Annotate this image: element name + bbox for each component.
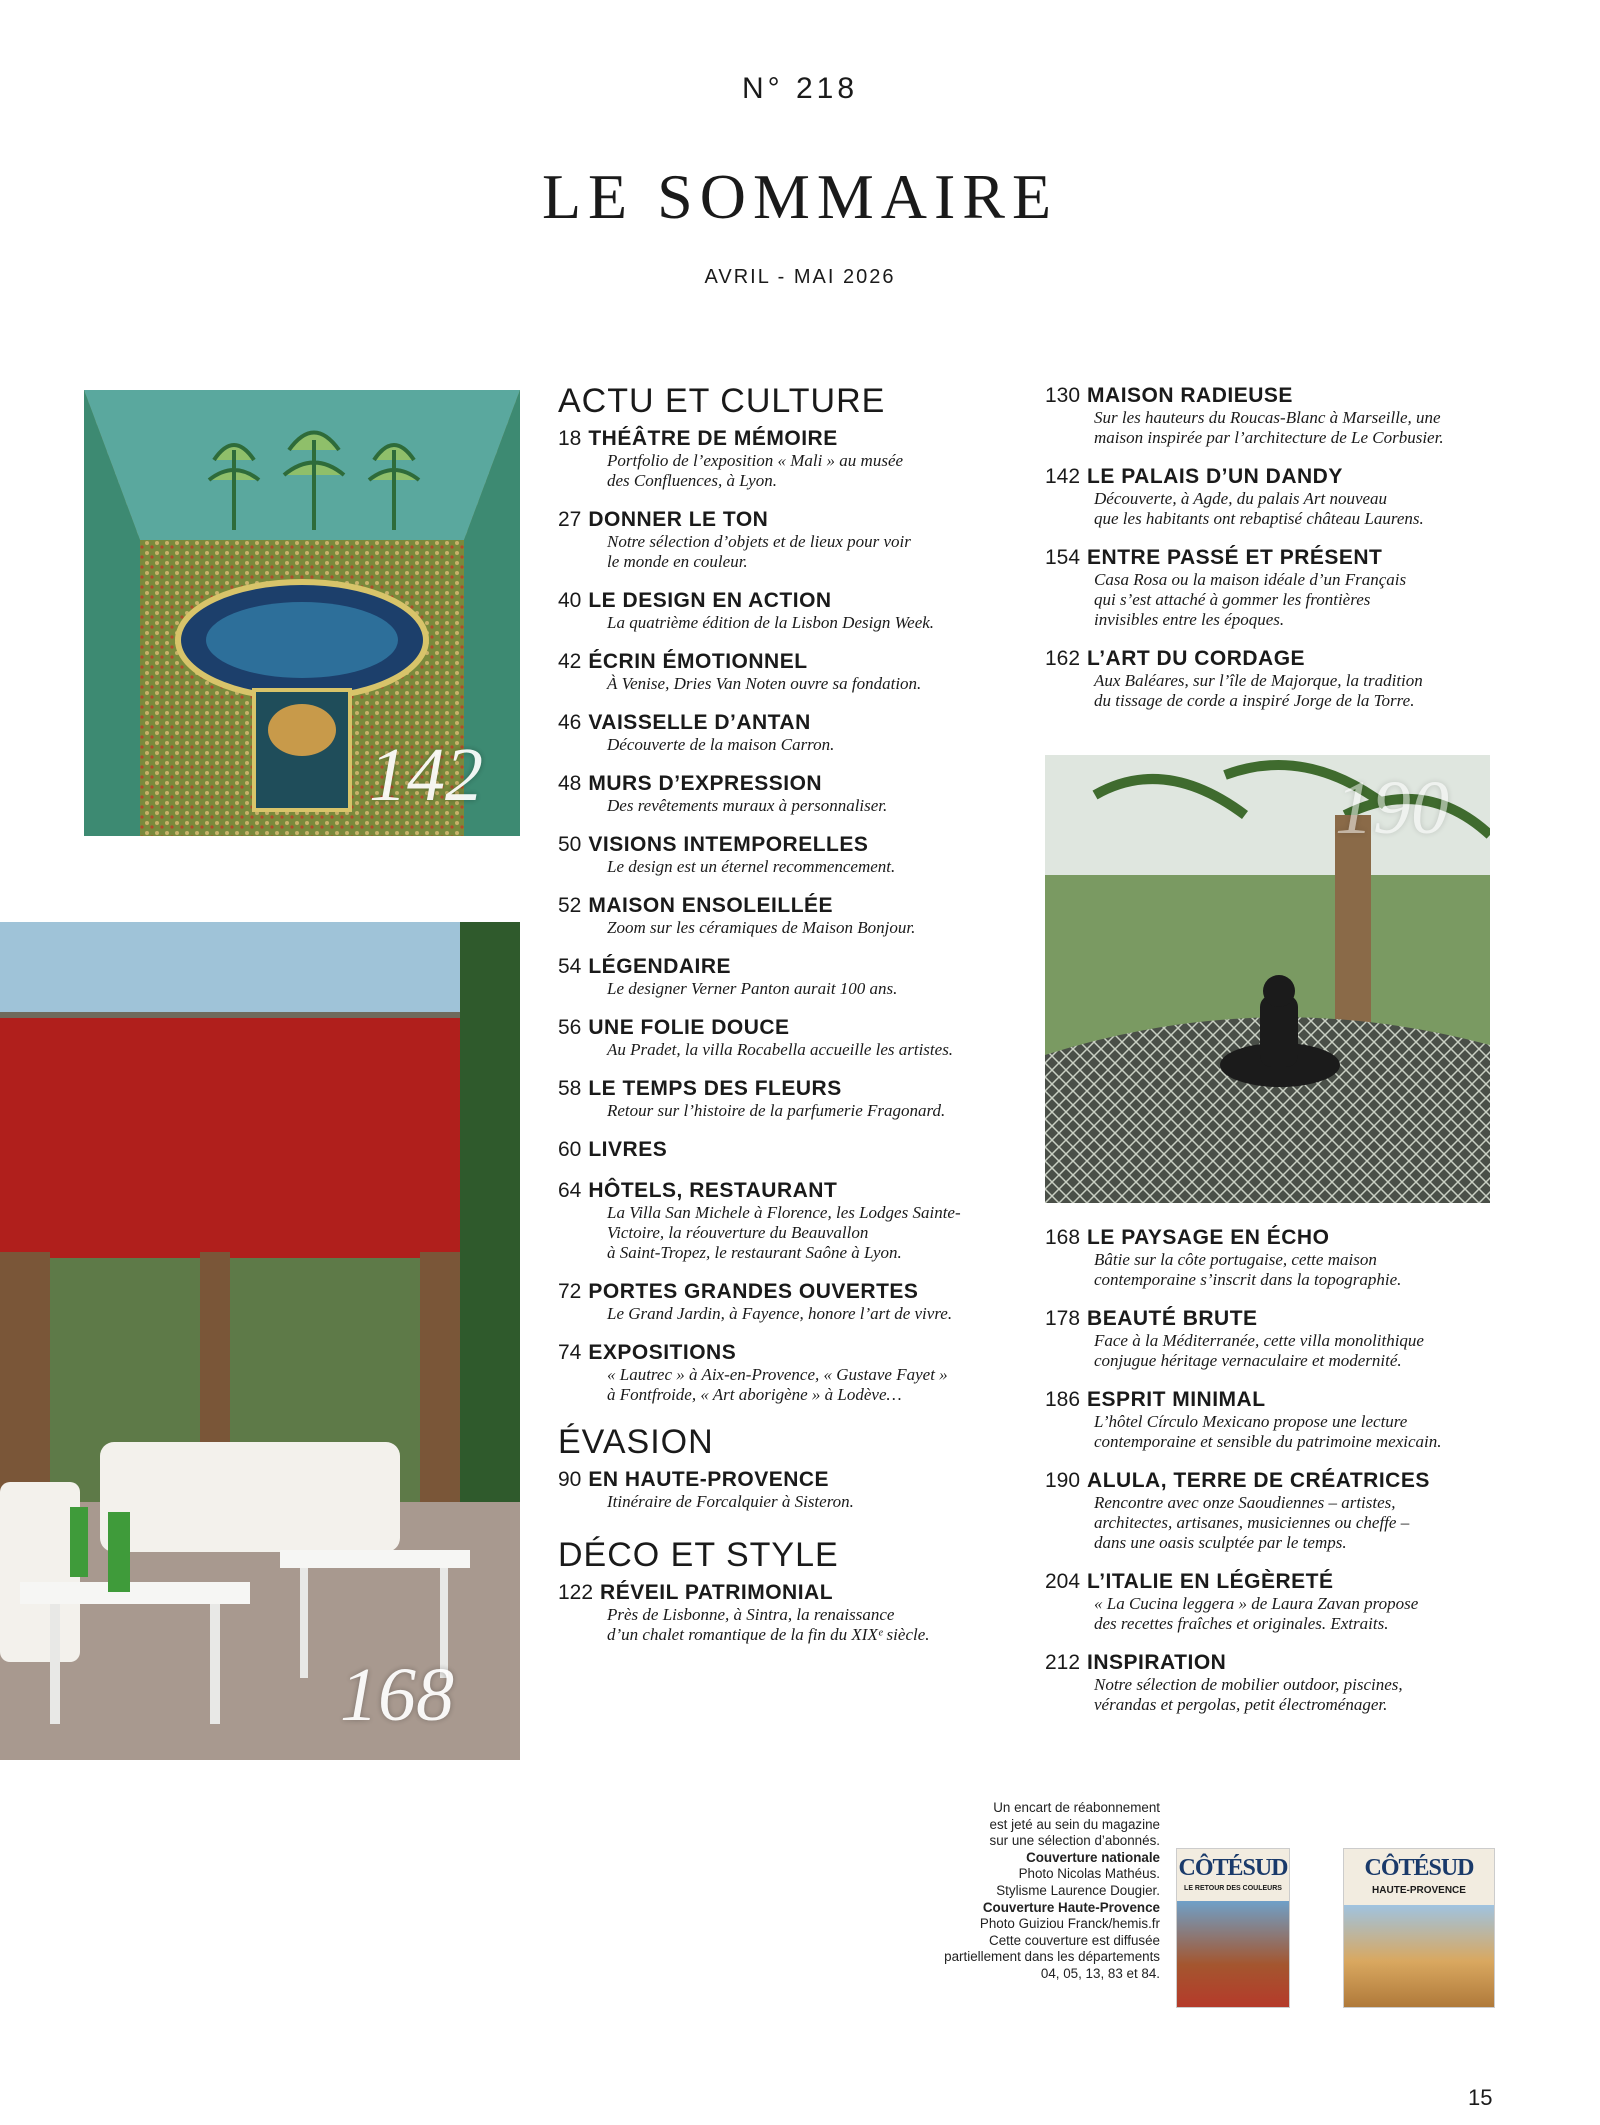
photo-page-number: 168 <box>340 1653 454 1737</box>
toc-entry-description: Au Pradet, la villa Rocabella accueille les artistes. <box>607 1040 954 1059</box>
toc-entry[interactable] <box>558 1280 1018 1324</box>
toc-column-right-bottom <box>1045 1226 1495 1732</box>
toc-page-number: 40 <box>558 589 582 612</box>
toc-entry-title: MAISON ENSOLEILLÉE <box>588 894 834 917</box>
toc-entry-description: le monde en couleur. <box>607 552 748 571</box>
toc-entry-description: Bâtie sur la côte portugaise, cette maison <box>1094 1250 1377 1269</box>
toc-entry-heading <box>1045 1307 1495 1331</box>
toc-page-number: 18 <box>558 427 582 450</box>
note-line: Cette couverture est diffusée <box>989 1932 1160 1948</box>
toc-entry-title: EXPOSITIONS <box>588 1341 737 1364</box>
toc-entry-title: HÔTELS, RESTAURANT <box>588 1179 838 1202</box>
toc-entry-heading <box>558 650 1018 674</box>
cover-subtitle: HAUTE-PROVENCE <box>1372 1885 1466 1896</box>
section-title: ÉVASION <box>558 1423 714 1461</box>
toc-entry-description: La Villa San Michele à Florence, les Lodges Sainte- <box>607 1203 961 1222</box>
toc-entry[interactable] <box>558 1077 1018 1121</box>
toc-entry-description: à Saint-Tropez, le restaurant Saône à Lyon. <box>607 1243 902 1262</box>
cover-credits-note <box>935 1800 1160 1983</box>
toc-entry[interactable] <box>1045 1570 1495 1634</box>
toc-entry-description: Le Grand Jardin, à Fayence, honore l’art de vivre. <box>607 1304 953 1323</box>
page-title: LE SOMMAIRE <box>541 161 1059 232</box>
toc-entry-description: Sur les hauteurs du Roucas-Blanc à Marseille, une <box>1094 408 1441 427</box>
toc-entry-description: Retour sur l’histoire de la parfumerie Fragonard. <box>607 1101 946 1120</box>
toc-entry-title: ÉCRIN ÉMOTIONNEL <box>588 650 808 673</box>
toc-page-number: 52 <box>558 894 582 917</box>
toc-entry-title: LE PALAIS D’UN DANDY <box>1087 465 1343 488</box>
toc-page-number: 74 <box>558 1341 582 1364</box>
toc-page-number: 64 <box>558 1179 582 1202</box>
toc-entry-title: ENTRE PASSÉ ET PRÉSENT <box>1087 546 1383 569</box>
cover-image <box>1344 1905 1494 2007</box>
note-line: Stylisme Laurence Dougier. <box>996 1882 1160 1898</box>
toc-entry-description: Près de Lisbonne, à Sintra, la renaissance <box>607 1605 895 1624</box>
toc-entry-heading <box>1045 1469 1495 1493</box>
toc-page-number: 46 <box>558 711 582 734</box>
toc-entry[interactable] <box>558 1468 1018 1512</box>
toc-entry-title: RÉVEIL PATRIMONIAL <box>600 1581 834 1604</box>
toc-entry-heading <box>558 1341 1018 1365</box>
toc-entry-description: qui s’est attaché à gommer les frontières <box>1094 590 1371 609</box>
issue-number: N° 218 <box>741 72 859 105</box>
toc-entry-description: Portfolio de l’exposition « Mali » au musée <box>607 451 904 470</box>
toc-entry[interactable] <box>558 1179 1018 1263</box>
cover-national <box>1176 1848 1290 2008</box>
toc-page-number: 27 <box>558 508 582 531</box>
toc-page-number: 162 <box>1045 647 1081 670</box>
toc-entry-title: VISIONS INTEMPORELLES <box>588 833 869 856</box>
toc-entry-heading <box>558 833 1018 857</box>
toc-entry[interactable] <box>558 650 1018 694</box>
toc-entry[interactable] <box>1045 1388 1495 1452</box>
toc-entry-description: dans une oasis sculptée par le temps. <box>1094 1533 1347 1552</box>
toc-entry-title: L’ART DU CORDAGE <box>1087 647 1306 670</box>
toc-entry-description: « Lautrec » à Aix-en-Provence, « Gustave Fayet » <box>607 1365 948 1384</box>
toc-entry-description: « La Cucina leggera » de Laura Zavan propose <box>1094 1594 1419 1613</box>
toc-entry[interactable] <box>558 1138 1018 1162</box>
toc-entry[interactable] <box>558 427 1018 491</box>
terrace-illustration <box>0 922 520 1760</box>
toc-entry-heading <box>558 1077 1018 1101</box>
note-line: partiellement dans les départements <box>944 1949 1160 1965</box>
toc-entry-heading <box>558 1179 1018 1203</box>
toc-entry-heading <box>1045 1388 1495 1412</box>
toc-page-number: 72 <box>558 1280 582 1303</box>
toc-entry-title: DONNER LE TON <box>588 508 769 531</box>
toc-entry[interactable] <box>558 833 1018 877</box>
toc-entry-description: contemporaine s’inscrit dans la topographie. <box>1094 1270 1402 1289</box>
toc-entry-title: LE TEMPS DES FLEURS <box>588 1077 842 1100</box>
toc-entry-description: Face à la Méditerranée, cette villa monolithique <box>1094 1331 1424 1350</box>
toc-entry-heading <box>558 1468 1018 1492</box>
toc-entry-description: Aux Baléares, sur l’île de Majorque, la tradition <box>1094 671 1423 690</box>
toc-entry[interactable] <box>1045 1226 1495 1290</box>
cover-haute-provence <box>1343 1848 1495 2008</box>
section-title: DÉCO ET STYLE <box>558 1536 839 1574</box>
toc-entry[interactable] <box>558 894 1018 938</box>
toc-entry-title: BEAUTÉ BRUTE <box>1087 1307 1258 1330</box>
cover-subtitle: LE RETOUR DES COULEURS <box>1184 1885 1282 1892</box>
photo-page-number: 190 <box>1335 766 1449 850</box>
toc-entry[interactable] <box>558 508 1018 572</box>
toc-entry-description: des Confluences, à Lyon. <box>607 471 777 490</box>
toc-entry[interactable] <box>1045 465 1495 529</box>
toc-entry-heading <box>558 955 1018 979</box>
note-line: sur une sélection d’abonnés. <box>989 1833 1160 1849</box>
toc-column-middle <box>558 382 1018 1662</box>
toc-entry[interactable] <box>558 772 1018 816</box>
toc-entry[interactable] <box>558 1581 1018 1645</box>
toc-page-number: 42 <box>558 650 582 673</box>
note-line: Un encart de réabonnement <box>993 1800 1160 1815</box>
toc-entry-title: VAISSELLE D’ANTAN <box>588 711 811 734</box>
toc-entry-description: maison inspirée par l’architecture de Le Corbusier. <box>1094 428 1444 447</box>
toc-entry-description: du tissage de corde a inspiré Jorge de la Torre. <box>1094 691 1415 710</box>
toc-entry-description: Découverte de la maison Carron. <box>607 735 835 754</box>
note-line: 04, 05, 13, 83 et 84. <box>1040 1965 1160 1981</box>
section-title: ACTU ET CULTURE <box>558 382 886 420</box>
toc-entry-description: Itinéraire de Forcalquier à Sisteron. <box>607 1492 854 1511</box>
toc-page-number: 212 <box>1045 1651 1081 1674</box>
toc-page-number: 122 <box>558 1581 594 1604</box>
toc-entry-heading <box>558 1581 1018 1605</box>
issue-date: AVRIL - MAI 2026 <box>704 266 896 288</box>
toc-page-number: 186 <box>1045 1388 1081 1411</box>
toc-entry-title: ESPRIT MINIMAL <box>1087 1388 1266 1411</box>
toc-entry-description: vérandas et pergolas, petit électroménager. <box>1094 1695 1388 1714</box>
toc-page-number: 142 <box>1045 465 1081 488</box>
photo-hammock <box>1045 755 1490 1203</box>
toc-entry-title: LE PAYSAGE EN ÉCHO <box>1087 1226 1330 1249</box>
toc-page-number: 154 <box>1045 546 1081 569</box>
toc-entry[interactable] <box>1045 384 1495 448</box>
toc-entry[interactable] <box>558 955 1018 999</box>
toc-entry-description: Le designer Verner Panton aurait 100 ans. <box>607 979 898 998</box>
toc-entry-description: que les habitants ont rebaptisé château Laurens. <box>1094 509 1424 528</box>
toc-entry-heading <box>558 1016 1018 1040</box>
toc-entry-description: d’un chalet romantique de la fin du XIXᵉ siècle. <box>607 1625 930 1644</box>
toc-page-number: 56 <box>558 1016 582 1039</box>
toc-entry[interactable] <box>1045 1651 1495 1715</box>
toc-page-number: 50 <box>558 833 582 856</box>
toc-entry-description: conjugue héritage vernaculaire et modernité. <box>1094 1351 1402 1370</box>
toc-entry[interactable] <box>1045 546 1495 630</box>
toc-entry-heading <box>1045 647 1495 671</box>
toc-entry-title: PORTES GRANDES OUVERTES <box>588 1280 919 1303</box>
toc-page-number: 204 <box>1045 1570 1081 1593</box>
toc-entry-title: EN HAUTE-PROVENCE <box>588 1468 830 1491</box>
toc-column-right-top <box>1045 384 1495 728</box>
page-folio: 15 <box>1468 2085 1493 2110</box>
toc-entry-heading <box>1045 384 1495 408</box>
note-line: est jeté au sein du magazine <box>989 1816 1160 1832</box>
toc-entry-heading <box>1045 1570 1495 1594</box>
toc-entry-description: des recettes fraîches et originales. Extraits. <box>1094 1614 1389 1633</box>
toc-page-number: 130 <box>1045 384 1081 407</box>
toc-entry-heading <box>558 589 1018 613</box>
toc-entry-description: contemporaine et sensible du patrimoine mexicain. <box>1094 1432 1442 1451</box>
note-line: Couverture Haute-Provence <box>982 1899 1160 1915</box>
toc-entry-heading <box>1045 465 1495 489</box>
toc-entry-heading <box>1045 1226 1495 1250</box>
toc-entry-heading <box>558 772 1018 796</box>
toc-page-number: 60 <box>558 1138 582 1161</box>
toc-entry[interactable] <box>558 1016 1018 1060</box>
toc-entry-heading <box>558 427 1018 451</box>
toc-entry-title: ALULA, TERRE DE CRÉATRICES <box>1087 1469 1430 1492</box>
toc-page-number: 190 <box>1045 1469 1081 1492</box>
toc-entry-heading <box>1045 1651 1495 1675</box>
toc-entry-description: La quatrième édition de la Lisbon Design Week. <box>607 613 935 632</box>
cover-brand: CÔTÉSUD <box>1364 1855 1474 1881</box>
toc-entry-title: MAISON RADIEUSE <box>1087 384 1293 407</box>
toc-entry-description: À Venise, Dries Van Noten ouvre sa fondation. <box>607 674 922 693</box>
toc-entry[interactable] <box>1045 1307 1495 1371</box>
toc-entry-title: THÉÂTRE DE MÉMOIRE <box>588 427 838 450</box>
toc-entry-heading <box>558 1138 1018 1162</box>
toc-page-number: 58 <box>558 1077 582 1100</box>
toc-entry[interactable] <box>558 1341 1018 1405</box>
cover-brand: CÔTÉSUD <box>1178 1855 1288 1881</box>
toc-entry-heading <box>558 1280 1018 1304</box>
toc-page-number: 54 <box>558 955 582 978</box>
toc-entry-description: Des revêtements muraux à personnaliser. <box>607 796 888 815</box>
cover-image <box>1177 1901 1289 2007</box>
photo-terrace <box>0 922 520 1760</box>
photo-mosaic-pool <box>84 390 520 836</box>
note-line: Couverture nationale <box>1026 1849 1160 1865</box>
toc-entry-title: MURS D’EXPRESSION <box>588 772 823 795</box>
toc-entry-heading <box>558 711 1018 735</box>
toc-entry-heading <box>1045 546 1495 570</box>
toc-entry[interactable] <box>558 589 1018 633</box>
note-line: Photo Guiziou Franck/hemis.fr <box>979 1916 1160 1932</box>
toc-entry-title: LE DESIGN EN ACTION <box>588 589 832 612</box>
toc-page-number: 168 <box>1045 1226 1081 1249</box>
toc-entry-description: L’hôtel Círculo Mexicano propose une lecture <box>1094 1412 1408 1431</box>
photo-page-number: 142 <box>369 733 483 817</box>
note-line: Photo Nicolas Mathéus. <box>1018 1866 1160 1882</box>
toc-entry-title: LÉGENDAIRE <box>588 955 732 978</box>
toc-entry-description: Découverte, à Agde, du palais Art nouveau <box>1094 489 1388 508</box>
toc-page-number: 90 <box>558 1468 582 1491</box>
toc-entry-description: architectes, artisanes, musiciennes ou cheffe – <box>1094 1513 1410 1532</box>
toc-entry-title: LIVRES <box>588 1138 668 1161</box>
toc-entry-heading <box>558 894 1018 918</box>
toc-entry-description: Victoire, la réouverture du Beauvallon <box>607 1223 869 1242</box>
toc-entry-heading <box>558 508 1018 532</box>
toc-entry[interactable] <box>558 711 1018 755</box>
toc-entry-description: Notre sélection de mobilier outdoor, piscines, <box>1094 1675 1403 1694</box>
toc-page-number: 48 <box>558 772 582 795</box>
toc-entry-title: INSPIRATION <box>1087 1651 1227 1674</box>
toc-entry[interactable] <box>1045 647 1495 711</box>
toc-entry[interactable] <box>1045 1469 1495 1553</box>
toc-entry-description: Casa Rosa ou la maison idéale d’un Français <box>1094 570 1407 589</box>
toc-entry-description: invisibles entre les époques. <box>1094 610 1285 629</box>
toc-page-number: 178 <box>1045 1307 1081 1330</box>
toc-entry-description: Zoom sur les céramiques de Maison Bonjour. <box>607 918 916 937</box>
toc-entry-description: Rencontre avec onze Saoudiennes – artistes, <box>1094 1493 1396 1512</box>
toc-entry-title: L’ITALIE EN LÉGÈRETÉ <box>1087 1570 1334 1593</box>
toc-entry-description: Notre sélection d’objets et de lieux pour voir <box>607 532 911 551</box>
toc-entry-title: UNE FOLIE DOUCE <box>588 1016 790 1039</box>
toc-entry-description: Le design est un éternel recommencement. <box>607 857 896 876</box>
toc-entry-description: à Fontfroide, « Art aborigène » à Lodève… <box>607 1385 902 1404</box>
